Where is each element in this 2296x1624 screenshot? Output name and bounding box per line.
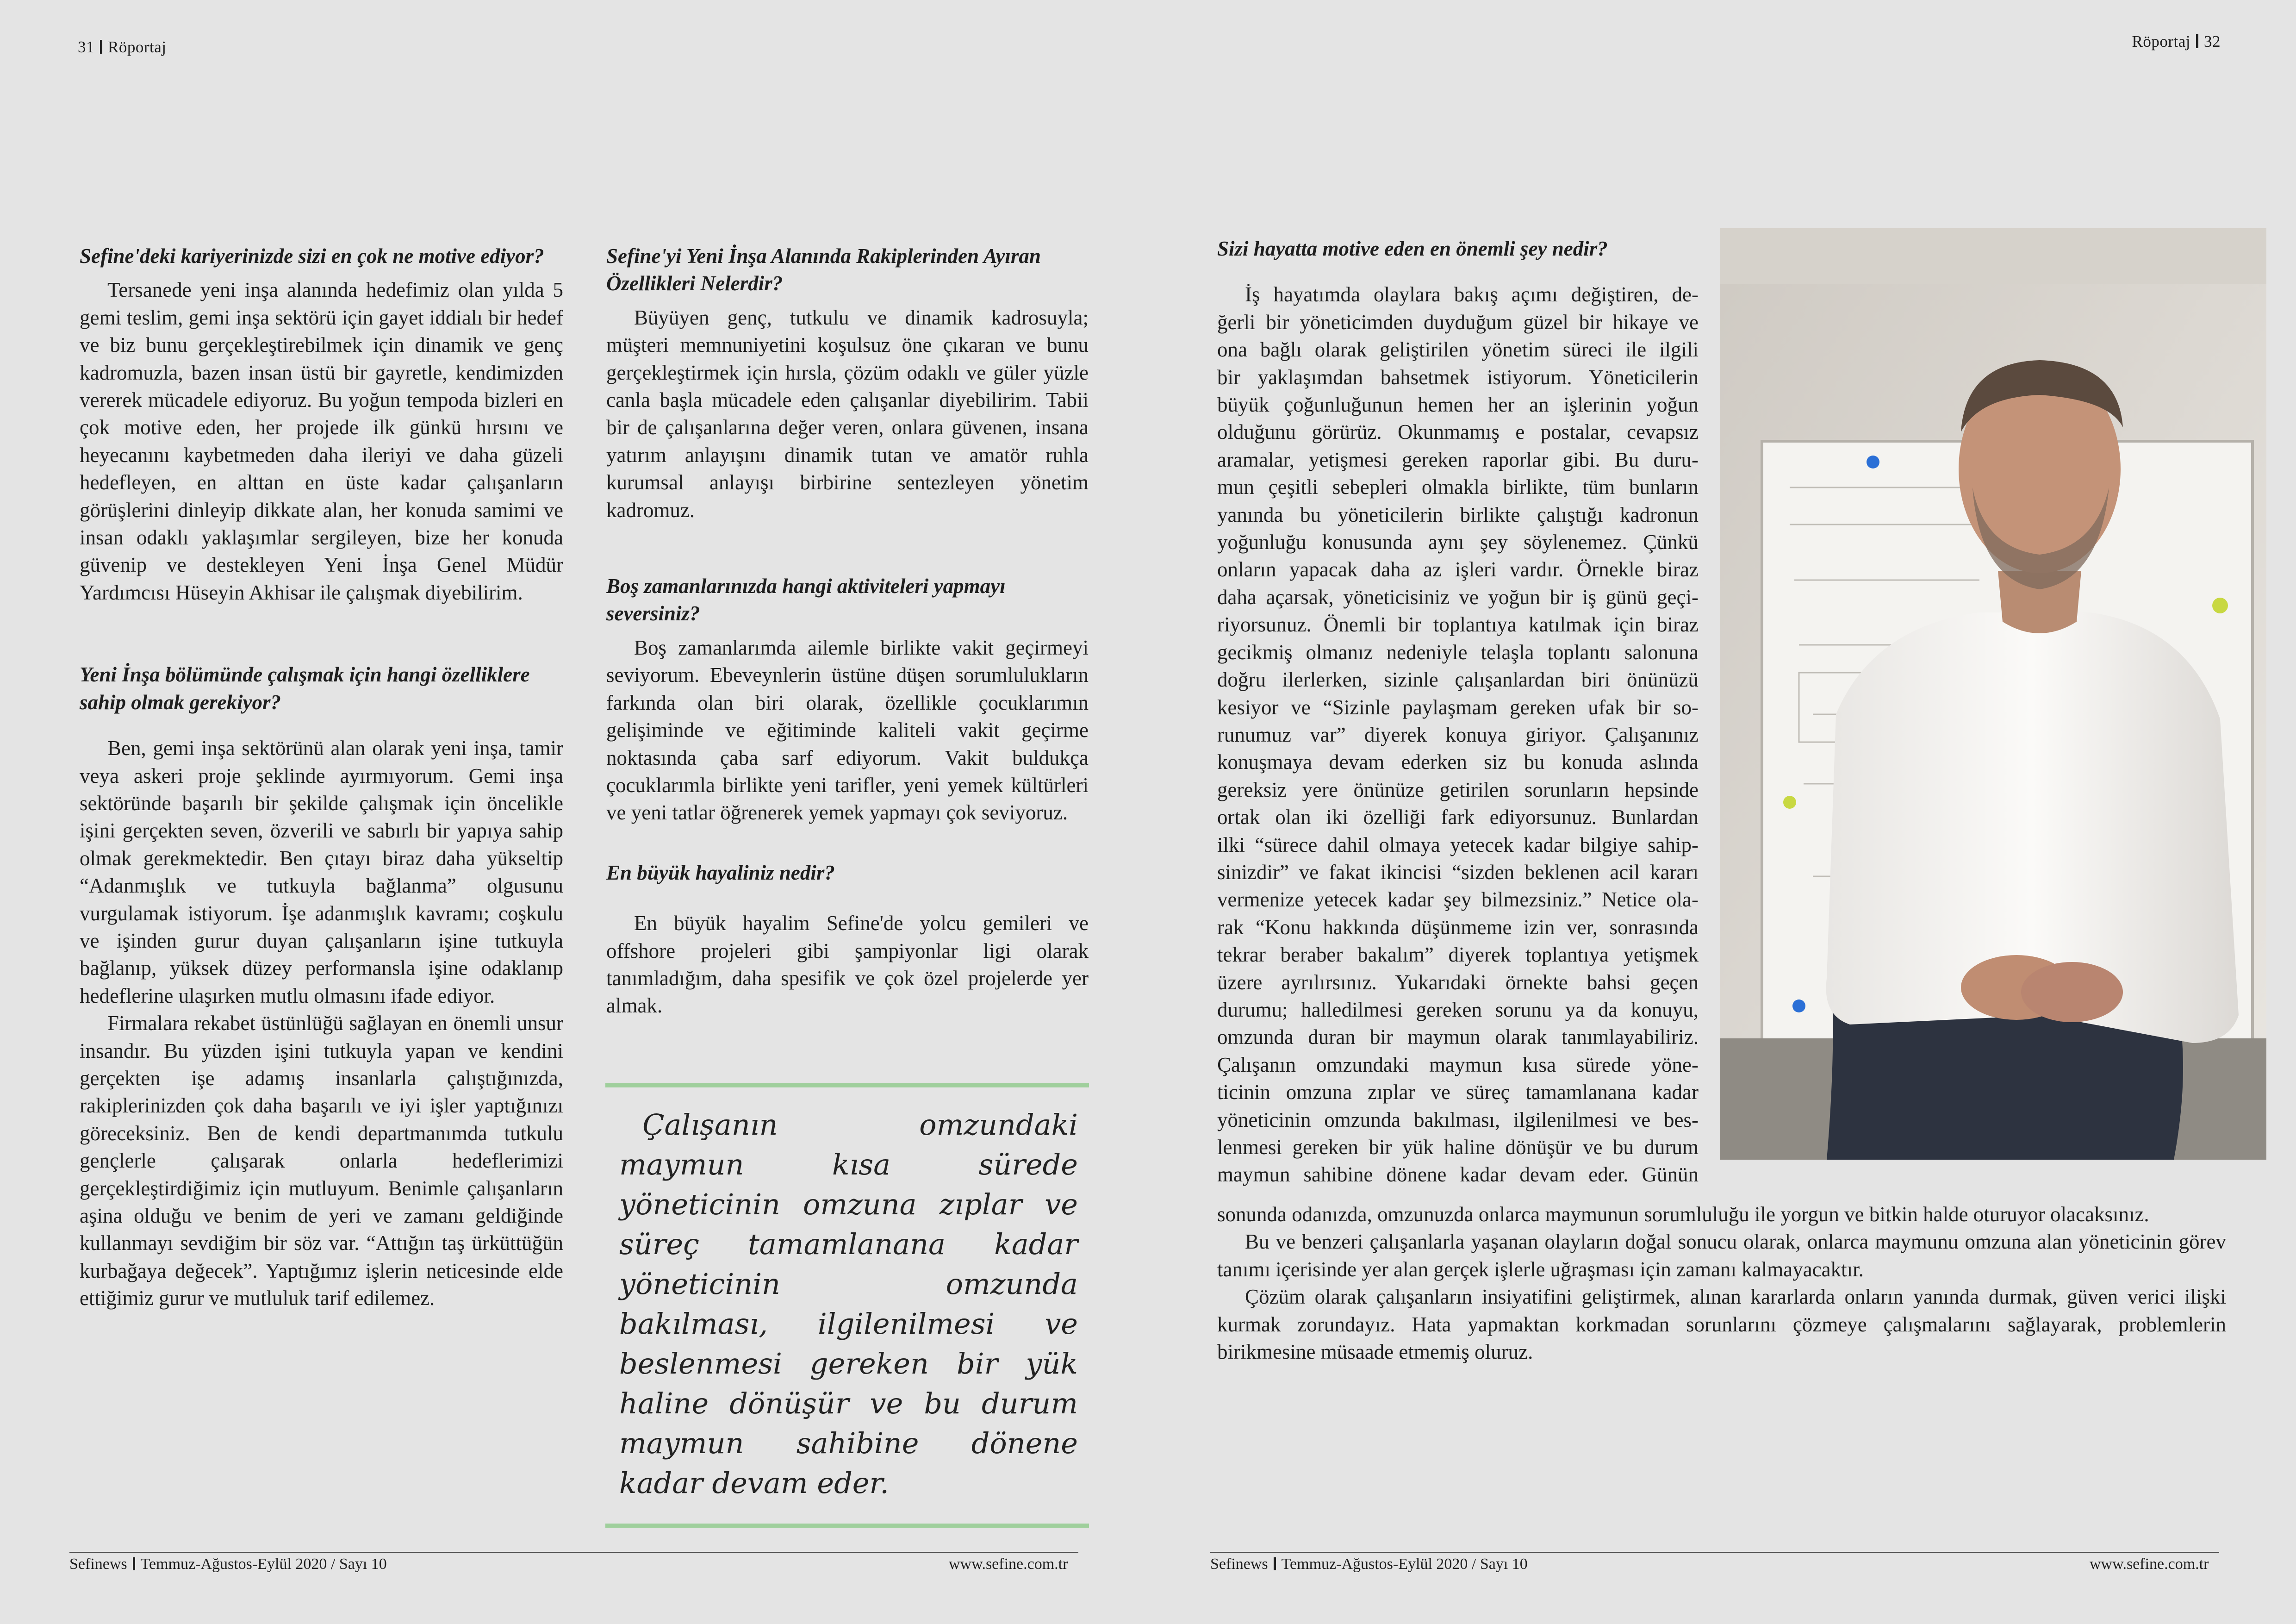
right-footer	[1210, 1555, 1528, 1573]
text-line: sinizdir” ve fakat ikincisi “sizden beklenen acil kararı	[1217, 860, 1699, 884]
left-footer-rule	[69, 1552, 1078, 1553]
answer-paragraph: En büyük hayalim Sefine'de yolcu gemileri ve offshore projeleri gibi şampiyonlar ligi olarak tanımladığım, daha spesifik ve çok özel projelerde yer almak.	[606, 912, 1089, 1018]
right-page-header	[2132, 32, 2221, 51]
column-1	[80, 243, 563, 1312]
answer-paragraph: Tersanede yeni inşa alanında hedefimiz olan yılda 5 gemi teslim, gemi inşa sektörü için gayet iddialı bir hedef ve biz bunu gerçekleştirebilmek için dinamik ve genç kadromuzla, bazen insan üstü bir gayretle, kendimizden vererek mücadele ediyoruz. Bu yoğun tempoda bizleri en çok motive eden, her projede ilk günkü hırsını ve heyecanını kaybetmeden daha ileriyi ve daha güzeli hedefleyen, en alttan en üste kadar çalışanların görüşlerini dinleyip dikkate alan, her konuda samimi ve insan odaklı yaklaşımlar sergileyen, bize her konuda güvenip ve destekleyen Yeni İnşa Genel Müdür Yardımcısı Hüseyin Akhisar ile çalışmak diyebilirim.	[80, 278, 563, 604]
footer-magazine: Sefinews	[69, 1555, 127, 1573]
answer-paragraph-tail: sonunda odanızda, omzunuzda onlarca maymunun sorumluluğu ile yorgun ve bitkin halde oturuyor olacaksınız.	[1217, 1203, 2149, 1226]
question-heading: Sefine'deki kariyerinizde sizi en çok ne motive ediyor?	[80, 244, 544, 268]
text-line: mun çeşitli sebepleri olmakla birlikte, tüm bunların	[1217, 475, 1699, 499]
text-line: kesiyor ve “Sizinle paylaşmam gereken ufak bir so-	[1217, 695, 1699, 719]
spacer	[606, 827, 1089, 859]
text-line: daha açarsak, yöneticisiniz ve yoğun bir iş günü geçi-	[1217, 585, 1699, 609]
text-line: bir yaklaşımdan bahsetmek istiyorum. Yöneticilerin	[1217, 365, 1699, 389]
right-page-number: 32	[2204, 32, 2221, 50]
text-line: doğru ilerlerken, sizinle çalışanlardan biri önünüzü	[1217, 668, 1699, 692]
text-line: Çalışanın omzundaki maymun kısa sürede yöne-	[1217, 1053, 1699, 1076]
text-line: rak “Konu hakkında düşünmeme izin ver, sonrasında	[1217, 915, 1699, 939]
text-line: vermenize yetecek kadar şey bilmezsiniz.” Netice ola-	[1217, 888, 1699, 912]
answer-paragraph: Çözüm olarak çalışanların insiyatifini geliştirmek, alınan kararlarda onların yanında durmak, güven verici ilişki kurmak zorundayız. Hata yapmaktan korkmadan sorunlarını çözmeye çalışmalarını sağlayarak, problemlerin birikmesine müsaade etmemiş oluruz.	[1217, 1285, 2226, 1364]
spacer	[606, 524, 1089, 573]
portrait-photo	[1720, 228, 2266, 1160]
question-heading: Sizi hayatta motive eden en önemli şey nedir?	[1217, 237, 1608, 260]
footer-separator	[1274, 1557, 1276, 1570]
spacer	[80, 606, 563, 661]
text-line: aramalar, yetişmesi gereken raporlar gibi. Bu duru-	[1217, 448, 1699, 471]
text-line: yanında bu yöneticilerin birlikte çalıştığı kadronun	[1217, 503, 1699, 526]
left-section-label: Röportaj	[108, 38, 167, 56]
left-page-number: 31	[78, 38, 94, 56]
text-line: yoğunluğu konusunda aynı şey söylenemez. Çünkü	[1217, 531, 1699, 554]
text-line: durumu; halledilmesi gereken sorunu ya da konuyu,	[1217, 998, 1699, 1021]
text-line: yöneticinin omzunda bakılması, ilgilenilmesi ve bes-	[1217, 1108, 1699, 1131]
question-heading: Yeni İnşa bölümünde çalışmak için hangi özelliklere sahip olmak gerekiyor?	[80, 663, 530, 714]
portrait-illustration	[1720, 228, 2266, 1160]
text-line: üzere ayrılırsınız. Yukarıdaki örnekte bahsi geçen	[1217, 970, 1699, 994]
answer-paragraph: Ben, gemi inşa sektörünü alan olarak yeni inşa, tamir veya askeri proje şeklinde ayırmıyorum. Gemi inşa sektöründe başarılı bir şekilde çalışmak için öncelikle işini gerçekten seven, özverili ve sabırlı bir yapıya sahip olmak gerekmektedir. Ben çıtayı biraz daha yükseltip “Adanmışlık ve tutkuyla bağlanma” olgusunu vurgulamak istiyorum. İşe adanmışlık kavramı; coşkulu ve işinden gurur duyan çalışanların işine tutkuyla bağlanıp, yüksek düzey performansla işine odaklanıp hedeflerine ulaşırken mutlu olmasını ifade ediyor.	[80, 737, 563, 1007]
footer-issue: Temmuz-Ağustos-Eylül 2020 / Sayı 10	[1281, 1555, 1528, 1573]
text-line: ğerli bir yöneticimden duyduğum güzel bir hikaye ve	[1217, 310, 1699, 334]
answer-paragraph: Büyüyen genç, tutkulu ve dinamik kadrosuyla; müşteri memnuniyetini koşulsuz öne çıkaran ve bunu gerçekleştirmek için hırsla, çözüm odaklı ve güler yüzle canla başla mücadele eden çalışanlar diyebilirim. Tabii bir de çalışanlarına değer veren, onlara güvenen, insana yatırım anlayışını dinamik tutan ve amatör ruhla kurumsal anlayışı birbirine sentezleyen yönetim kadromuz.	[606, 306, 1089, 522]
header-separator	[2196, 34, 2198, 48]
answer-paragraph: Boş zamanlarımda ailemle birlikte vakit geçirmeyi seviyorum. Ebeveynlerin üstüne düşen sorumlulukların farkında olan biri olarak, özellikle çocuklarımın gelişiminde ve eğitiminde kaliteli vakit geçirme noktasında çaba sarf ediyorum. Vakit buldukça çocuklarımla birlikte yeni tarifler, yeni yemek kültürleri ve yeni tatlar öğrenerek yemek yapmayı çok seviyoruz.	[606, 636, 1089, 824]
footer-magazine: Sefinews	[1210, 1555, 1268, 1573]
right-fullwidth-text	[1217, 1201, 2226, 1366]
answer-paragraph: Firmalara rekabet üstünlüğü sağlayan en önemli unsur insandır. Bu yüzden işini tutkuyla yapan ve kendini gerçekten işe adamış insanlarla çalıştığınızda, rakiplerinizden çok daha başarılı ve iyi işler yaptığınızı göreceksiniz. Ben de kendi departmanımda tutkulu gençlerle çalışarak onlarla hedeflerimizi gerçekleştirdiğimiz için mutluyum. Benimle çalışanların aşina olduğu ve benim de yeri ve zamanı geldiğinde kullanmayı sevdiğim bir söz var. “Attığın taş ürküttüğün kurbağaya değecek”. Yaptığımız işlerin neticesinde elde ettiğimiz gurur ve mutluluk tarif edilemez.	[80, 1012, 563, 1310]
question-heading: Boş zamanlarınızda hangi aktiviteleri yapmayı seversiniz?	[606, 575, 1006, 625]
text-line: ilki “sürece dahil olmaya yetecek kadar bilgiye sahip-	[1217, 833, 1699, 856]
right-column-text	[1217, 281, 1699, 1188]
column-2	[606, 243, 1089, 1020]
question-heading: En büyük hayaliniz nedir?	[606, 861, 835, 884]
text-line: runumuz var” diyerek konuya giriyor. Çalışanınız	[1217, 723, 1699, 746]
text-line: omzunda duran bir maymun olarak tanımlayabiliriz.	[1217, 1025, 1699, 1049]
text-line: riyorsunuz. Önemli bir toplantıya katılmak için biraz	[1217, 613, 1699, 637]
text-line: onların yapacak daha az işleri vardır. Örnekle biraz	[1217, 558, 1699, 581]
right-footer-rule	[1210, 1552, 2219, 1553]
text-line: ona bağlı olarak geliştirilen yönetim süreci ile ilgili	[1217, 338, 1699, 362]
left-footer-url[interactable]: www.sefine.com.tr	[949, 1555, 1068, 1573]
text-line: ticinin omzuna zıplar ve süreç tamamlanana kadar	[1217, 1081, 1699, 1104]
right-section-label: Röportaj	[2132, 32, 2190, 50]
left-footer	[69, 1555, 387, 1573]
text-line: ortak olan iki özelliği fark ediyorsunuz. Bunlardan	[1217, 806, 1699, 829]
footer-separator	[133, 1557, 135, 1570]
text-line: lenmesi gereken bir yük haline dönüşür ve bu durum	[1217, 1136, 1699, 1159]
text-line: maymun sahibine dönene kadar devam eder. Günün	[1217, 1163, 1699, 1187]
right-column	[1217, 235, 1699, 1189]
right-footer-url[interactable]: www.sefine.com.tr	[2090, 1555, 2209, 1573]
text-line: olduğunu görürüz. Okunmamış e postalar, cevapsız	[1217, 420, 1699, 444]
text-line: İş hayatımda olaylara bakış açımı değiştiren, de-	[1245, 283, 1699, 306]
left-page-header	[78, 38, 166, 56]
text-line: tekrar beraber bakalım” diyerek toplantıya yetişmek	[1217, 943, 1699, 967]
answer-paragraph: Bu ve benzeri çalışanlarla yaşanan olayların doğal sonucu olarak, onlarca maymunu omzuna alan yöneticinin görev tanımı içerisinde yer alan gerçek işlerle uğraşması için zamanı kalmayacaktır.	[1217, 1230, 2226, 1281]
text-line: gereksiz yere önünüze getirilen sorunların hepsinde	[1217, 778, 1699, 801]
text-line: büyük çoğunluğunun hemen her an işlerinin yoğun	[1217, 393, 1699, 417]
pull-quote-text: Çalışanın omzundaki maymun kısa sürede yöneticinin omzuna zıplar ve süreç tamamlanana kadar yöneticinin omzunda bakılması, ilgilenilmesi ve beslenmesi gereken bir yük haline dönüşür ve bu durum maymun sahibine dönene kadar devam eder.	[619, 1108, 1078, 1500]
question-heading: Sefine'yi Yeni İnşa Alanında Rakiplerinden Ayıran Özellikleri Nelerdir?	[606, 244, 1041, 295]
footer-issue: Temmuz-Ağustos-Eylül 2020 / Sayı 10	[140, 1555, 387, 1573]
pull-quote	[605, 1083, 1089, 1528]
text-line: gecikmiş olmanız nedeniyle telaşla toplantı salonuna	[1217, 640, 1699, 664]
header-separator	[100, 40, 102, 54]
text-line: konuşmaya devam ederken siz bu konuda aslında	[1217, 750, 1699, 774]
